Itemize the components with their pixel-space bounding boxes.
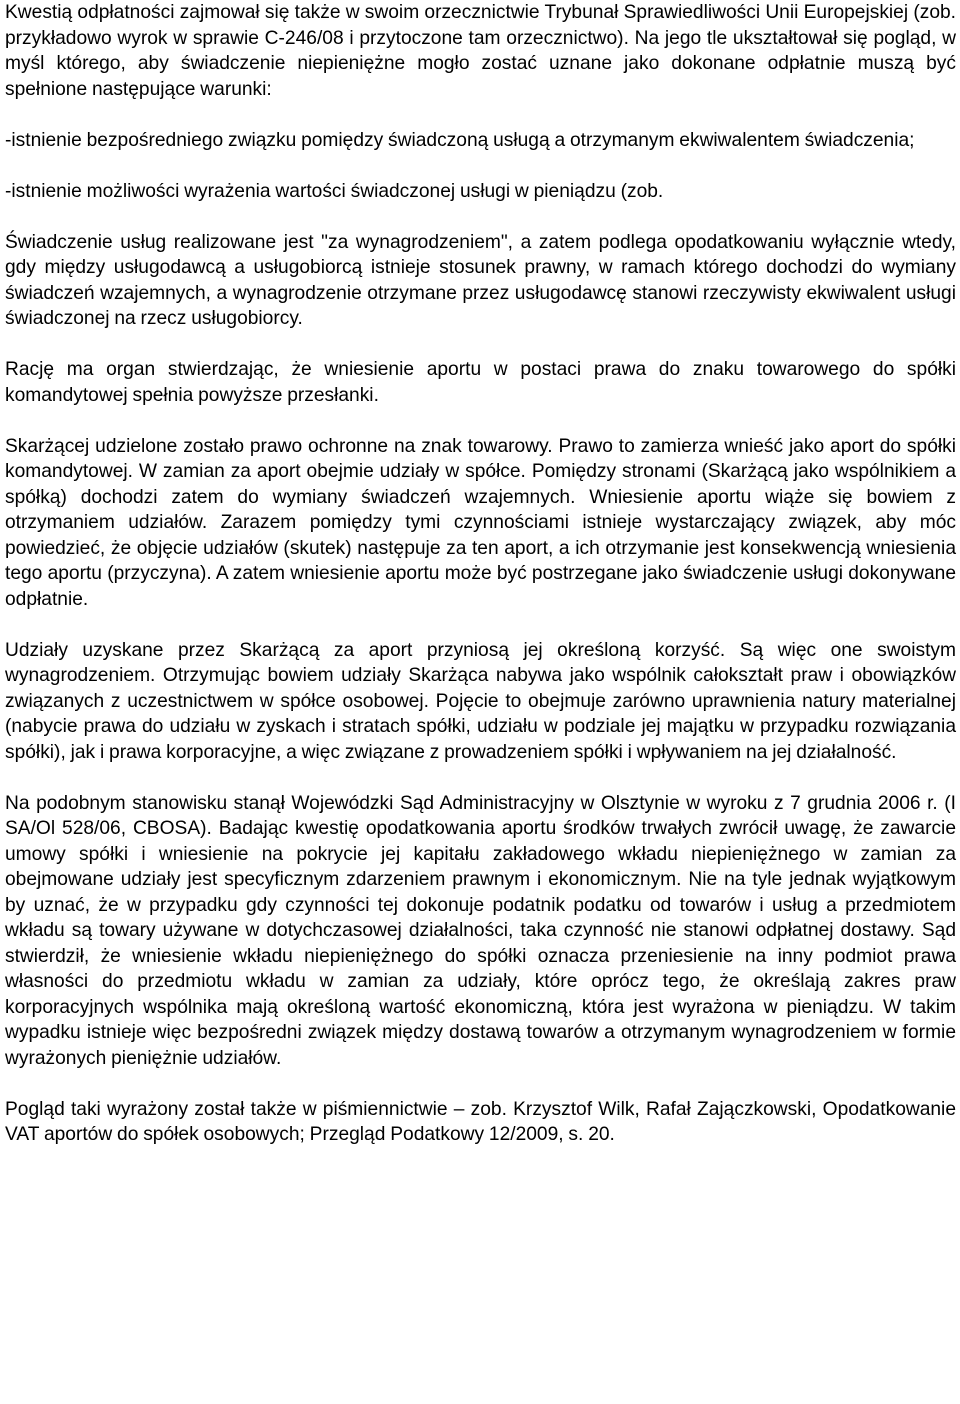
paragraph-7: Udziały uzyskane przez Skarżącą za aport przyniosą jej określoną korzyść. Są więc one swoistym wynagrodzeniem. Otrzymując bowiem udziały Skarżąca nabywa jako wspólnik całokształt praw i obowiązków związanych z uczestnictwem w spółce osobowej. Pojęcie to obejmuje zarówno uprawnienia natury materialnej (nabycie prawa do udziału w zyskach i stratach spółki, udziału w podziale jej majątku w przypadku rozwiązania spółki), jak i prawa korporacyjne, a więc związane z prowadzeniem spółki i wpływaniem na jej działalność. xyxy=(5,639,956,763)
paragraph-9: Pogląd taki wyrażony został także w piśmiennictwie – zob. Krzysztof Wilk, Rafał Zajączkowski, Opodatkowanie VAT aportów do spółek osobowych; Przegląd Podatkowy 12/2009, s. 20. xyxy=(5,1098,956,1145)
paragraph-1: Kwestią odpłatności zajmował się także w swoim orzecznictwie Trybunał Sprawiedliwości Unii Europejskiej (zob. przykładowo wyrok w sprawie C-246/08 i przytoczone tam orzecznictwo). Na jego tle ukształtował się pogląd, w myśl którego, aby świadczenie niepieniężne mogło zostać uznane jako dokonane odpłatnie muszą być spełnione następujące warunki: xyxy=(5,2,956,100)
document-page xyxy=(5,0,956,1148)
paragraph-4: Świadczenie usług realizowane jest "za wynagrodzeniem", a zatem podlega opodatkowaniu wyłącznie wtedy, gdy między usługodawcą a usługobiorcą istnieje stosunek prawny, w ramach którego dochodzi do wymiany świadczeń wzajemnych, a wynagrodzenie otrzymane przez usługodawcę stanowi rzeczywisty ekwiwalent usługi świadczonej na rzecz usługobiorcy. xyxy=(5,231,956,329)
paragraph-6: Skarżącej udzielone zostało prawo ochronne na znak towarowy. Prawo to zamierza wnieść jako aport do spółki komandytowej. W zamian za aport obejmie udziały w spółce. Pomiędzy stronami (Skarżącą jako wspólnikiem a spółką) dochodzi zatem do wymiany świadczeń wzajemnych. Wniesienie aportu wiąże się bowiem z otrzymaniem udziałów. Zarazem pomiędzy tymi czynnościami istnieje wystarczający związek, aby móc powiedzieć, że objęcie udziałów (skutek) następuje za ten aport, a ich otrzymanie jest konsekwencją wniesienia tego aportu (przyczyna). A zatem wniesienie aportu może być postrzegane jako świadczenie usługi dokonywane odpłatnie. xyxy=(5,435,956,610)
paragraph-3: -istnienie możliwości wyrażenia wartości świadczonej usługi w pieniądzu (zob. xyxy=(5,180,664,202)
paragraph-5: Rację ma organ stwierdzając, że wniesienie aportu w postaci prawa do znaku towarowego do spółki komandytowej spełnia powyższe przesłanki. xyxy=(5,359,956,406)
paragraph-8: Na podobnym stanowisku stanął Wojewódzki Sąd Administracyjny w Olsztynie w wyroku z 7 grudnia 2006 r. (I SA/Ol 528/06, CBOSA). Badając kwestię opodatkowania aportu środków trwałych zwrócił uwagę, że zawarcie umowy spółki i wniesienie na pokrycie jej kapitału zakładowego wkładu niepieniężnego w zamian za obejmowane udziały jest specyficznym zdarzeniem prawnym i ekonomicznym. Nie na tyle jednak wyjątkowym by uznać, że w przypadku gdy czynności tej dokonuje podatnik podatku od towarów i usług a przedmiotem wkładu są towary używane w dotychczasowej działalności, taka czynność nie stanowi odpłatnej dostawy. Sąd stwierdził, że wniesienie wkładu niepieniężnego do spółki oznacza przeniesienie na inny podmiot prawa własności do przedmiotu wkładu w zamian za udziały, które oprócz tego, że określają zakres praw korporacyjnych wspólnika mają określoną wartość ekonomiczną, która jest wyrażona w pieniądzu. W takim wypadku istnieje więc bezpośredni związek między dostawą towarów a otrzymanym wynagrodzeniem w formie wyrażonych pieniężnie udziałów. xyxy=(5,792,956,1069)
paragraph-2: -istnienie bezpośredniego związku pomiędzy świadczoną usługą a otrzymanym ekwiwalentem świadczenia; xyxy=(5,129,915,151)
